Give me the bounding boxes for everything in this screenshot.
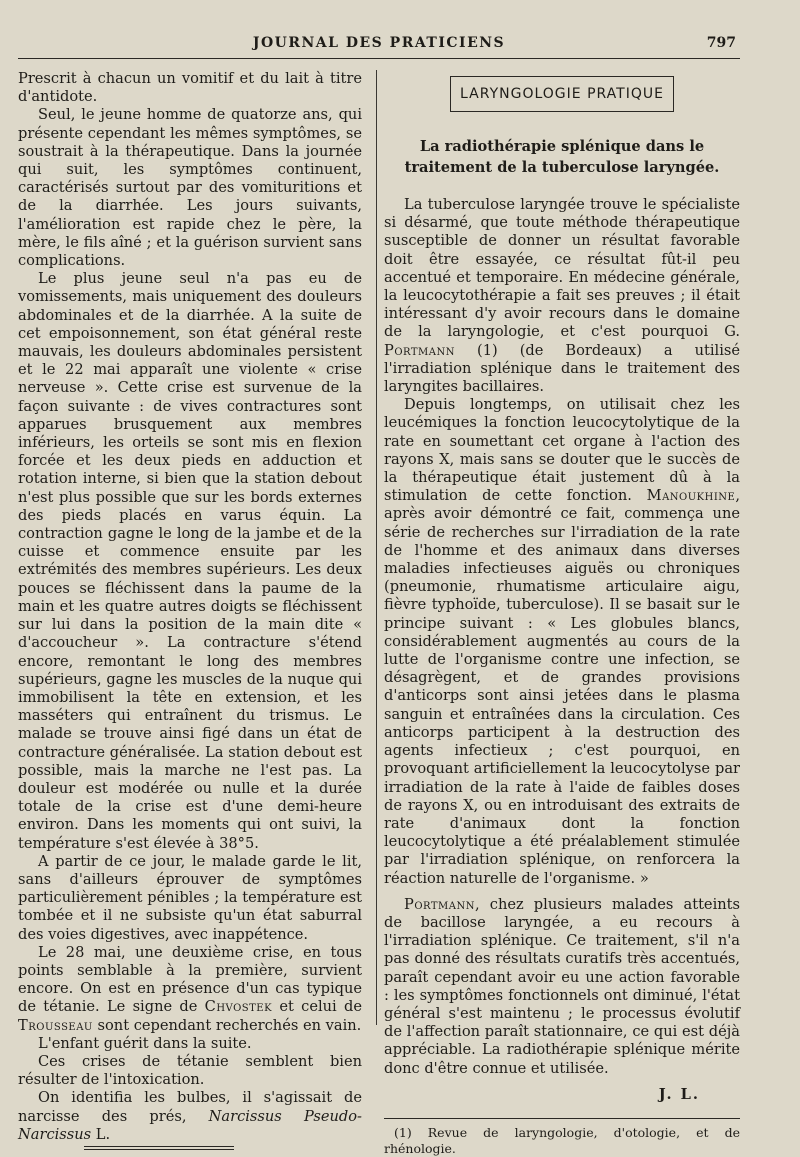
text-run: (1) (de Bordeaux) a utilisé l'irradiation splénique dans le traitement des laryngites bacillaires. (384, 341, 740, 396)
paragraph: A partir de ce jour, le malade garde le lit, sans d'ailleurs éprouver de symptômes particulièrement pénibles ; la température est tombée et il ne subsiste qu'un état saburral des voies digestives, avec inappétence. (18, 852, 362, 943)
text-run: et celui de (272, 998, 362, 1016)
text-run: , chez plusieurs malades atteints de bacillose laryngée, a eu recours à l'irradiation splénique. Ce traitement, s'il n'a pas donné des résultats curatifs très accentués, paraît cependant avoir eu une action favorable : les symptômes fonctionnels ont diminué, l'état général s'est maintenu ; le processus évolutif de l'affection paraît stationnaire, ce qui est déjà appréciable. La radiothérapie splénique mérite donc d'être connue et utilisée. (384, 895, 740, 1077)
person-name: Chvostek (204, 998, 273, 1016)
article-title: La radiothérapie splénique dans le traitement de la tuberculose laryngée. (404, 138, 720, 176)
paragraph: Le plus jeune seul n'a pas eu de vomissements, mais uniquement des douleurs abdominales et de la diarrhée. A la suite de cet empoisonnement, son état général reste mauvais, les douleurs abdominales persistent et le 22 mai apparaît une violente « crise nerveuse ». Cette crise est survenue de la façon suivante : de vives contractures sont apparues brusquement aux membres inférieurs, les orteils se sont mis en flexion forcée et les deux pieds en adduction et rotation interne, si bien que la station debout n'est plus possible que sur les bords externes des pieds placés en varus équin. La contraction gagne le long de la jambe et de la cuisse et commence ensuite par les extrémités des membres supérieurs. Les deux pouces se fléchissent dans la paume de la main et les quatre autres doigts se fléchissent sur lui dans la position de la main dite « d'accoucheur ». La contracture s'étend encore, remontant le long des membres supérieurs, gagne les muscles de la nuque qui immobilisent la tête en extension, et les masséters qui entraînent du trismus. Le malade se trouve ainsi figé dans un état de contracture généralisée. La station debout est possible, mais la marche ne l'est pas. La douleur est modérée ou nulle et la durée totale de la crise est d'une demi-heure environ. Dans les moments qui ont suivi, la température s'est élevée à 38°5. (18, 270, 362, 852)
person-name: Portmann (384, 341, 456, 359)
paragraph: Prescrit à chacun un vomitif et du lait à titre d'antidote. (18, 70, 362, 106)
paragraph (384, 196, 740, 396)
person-name: Manoukhine (646, 487, 736, 505)
text-run: sont cependant recherchés en vain. (92, 1016, 362, 1034)
paragraph: L'enfant guérit dans la suite. (38, 1034, 252, 1052)
text-run: L. (91, 1125, 111, 1143)
section-heading: LARYNGOLOGIE PRATIQUE (450, 76, 674, 112)
paragraph (384, 896, 740, 1078)
paragraph (18, 944, 362, 1035)
author-signature: J. L. (658, 1085, 700, 1103)
species-name: Narcissus Pseudo-Narcissus (18, 1107, 362, 1143)
column-divider (376, 70, 377, 1025)
text-run: La tuberculose laryngée trouve le spécialiste si désarmé, que toute méthode thérapeutique susceptible de donner un résultat favorable doit être essayée, ce résultat fût-il peu accentué et temporaire. En médecine générale, la leucocytothérapie a fait ses preuves ; il était intéressant d'y avoir recours dans le domaine de la laryngologie, et c'est pourquoi G. (384, 196, 740, 341)
text-run: Le 28 mai, une deuxième crise, en tous points semblable à la première, survient encore. On est en présence d'un cas typique de tétanie. Le signe de (18, 943, 362, 1016)
running-title: JOURNAL DES PRATICIENS (252, 35, 506, 51)
paragraph (384, 396, 740, 887)
paragraph (18, 1089, 362, 1144)
footnote: (1) Revue de laryngologie, d'otologie, et de rhénologie. (384, 1124, 740, 1156)
right-column (384, 70, 740, 1157)
text-run: Depuis longtemps, on utilisait chez les leucémiques la fonction leucocytolytique de la rate en soumettant cet organe à l'action des rayons X, mais sans se douter que le succès de la thérapeutique était justement dû à la stimulation de cette fonction. (384, 396, 740, 505)
person-name: Portmann (404, 895, 476, 913)
page-number: 797 (706, 35, 736, 51)
paragraph: Ces crises de tétanie semblent bien résulter de l'intoxication. (18, 1052, 362, 1089)
paragraph: Seul, le jeune homme de quatorze ans, qui présente cependant les mêmes symptômes, se soustrait à la thérapeutique. Dans la journée qui suit, les symptômes continuent, caractérisés surtout par des vomituritions et de la diarrhée. Les jours suivants, l'amélioration est rapide chez le père, la mère, le fils aîné ; et la guérison survient sans complications. (18, 106, 362, 270)
end-rule (84, 1149, 234, 1150)
end-rule (84, 1146, 234, 1147)
left-column (18, 70, 362, 1150)
paragraph-gap (384, 888, 740, 896)
footnote-rule (384, 1118, 740, 1119)
page-header (18, 32, 740, 59)
person-name: Trousseau (18, 1016, 93, 1034)
text-run: , après avoir démontré ce fait, commença une série de recherches sur l'irradiation de la rate de l'homme et des animaux dans diverses maladies infectieuses aiguës ou chroniques (pneumonie, rhumatisme articulaire aigu, fièvre typhoïde, tuberculose). Il se basait sur le principe suivant : « Les globules blancs, considérablement augmentés au cours de la lutte de l'organisme contre une infection, se désagrègent, et de grandes provisions d'anticorps sont ainsi jetées dans le plasma sanguin et entraînées dans la circulation. Ces anticorps participent à la destruction des agents infectieux ; c'est pourquoi, en provoquant artificiellement la leucocytolyse par irradiation de la rate à l'aide de faibles doses de rayons X, ou en introduisant des extraits de rate d'animaux dont la fonction leucocytolytique a été préalablement stimulée par l'irradiation splénique, on renforcera la réaction naturelle de l'organisme. » (384, 487, 740, 887)
text-run: On identifia les bulbes, il s'agissait de narcisse des prés, (18, 1089, 362, 1125)
